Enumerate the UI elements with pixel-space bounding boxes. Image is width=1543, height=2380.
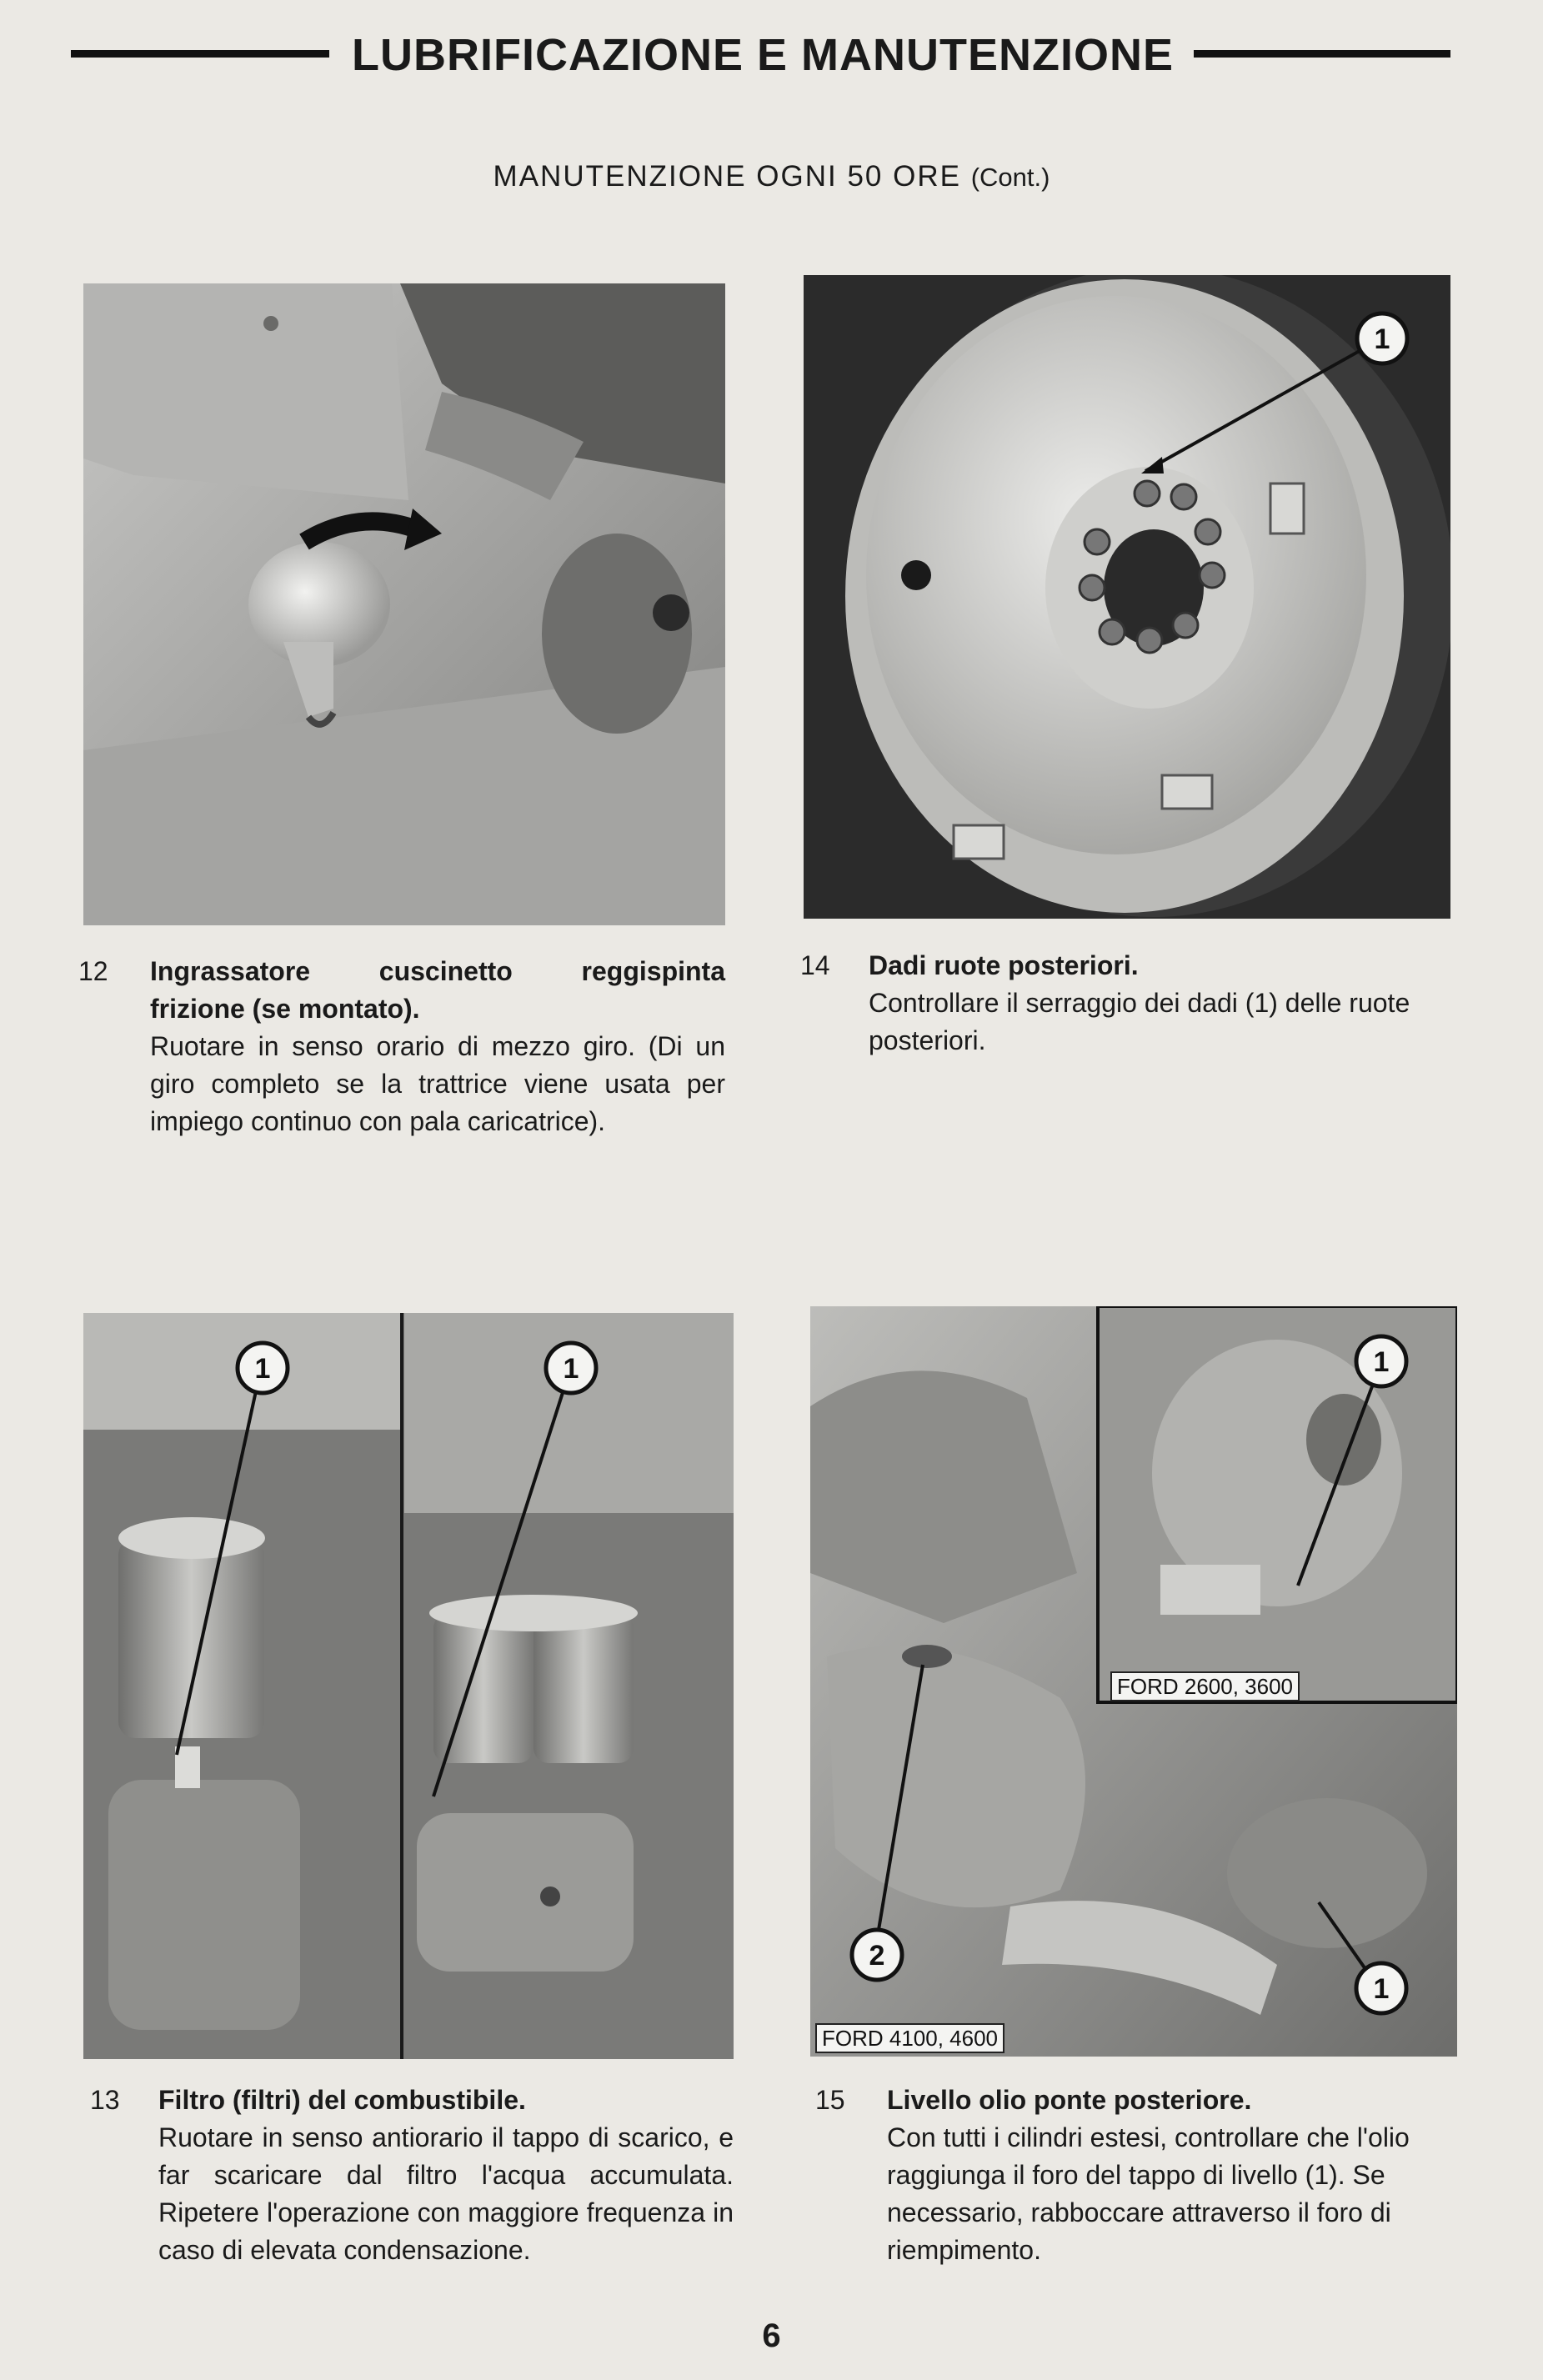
caption-14-body — [869, 947, 1459, 1060]
caption-12-body — [150, 953, 725, 1140]
photo-12-illustration — [83, 283, 725, 925]
subtitle-text: MANUTENZIONE OGNI 50 ORE — [493, 160, 961, 193]
caption-13-text: Ruotare in senso antiorario il tappo di scarico, e far scaricare dal filtro l'acqua accumulata. Ripetere l'operazione con maggiore frequenza in caso di elevata condensazione. — [158, 2122, 734, 2265]
photo-13-illustration — [83, 1313, 734, 2059]
caption-12-number: 12 — [78, 956, 108, 986]
header-rule-right — [1194, 50, 1450, 58]
section-subtitle — [0, 158, 1543, 196]
fig13-callout-1-left: 1 — [254, 1353, 271, 1385]
page-number: 6 — [762, 2317, 781, 2354]
fig15-label-ford-2600-3600: FORD 2600, 3600 — [1110, 1671, 1300, 1701]
photo-rear-wheel-nuts — [804, 275, 1450, 919]
caption-12-heading-line1: Ingrassatore cuscinetto reggispinta — [150, 956, 725, 986]
caption-13-heading: Filtro (filtri) del combustibile. — [158, 2085, 526, 2115]
fig15-label-ford-4100-4600: FORD 4100, 4600 — [815, 2023, 1004, 2053]
caption-15-body — [887, 2082, 1465, 2269]
caption-15-number: 15 — [815, 2085, 845, 2115]
fig14-callout-1: 1 — [1374, 323, 1390, 355]
caption-14-number: 14 — [800, 950, 830, 980]
photo-rear-axle-oil-level — [810, 1306, 1457, 2057]
fig13-callout-1-right: 1 — [563, 1353, 579, 1385]
caption-13-body — [158, 2082, 734, 2269]
header-rule-left — [71, 50, 329, 58]
caption-13-number: 13 — [90, 2085, 120, 2115]
photo-fuel-filters — [83, 1313, 734, 2059]
section-title: LUBRIFICAZIONE E MANUTENZIONE — [352, 30, 1174, 80]
caption-15-text: Con tutti i cilindri estesi, controllare che l'olio raggiunga il foro del tappo di livello (1). Se necessario, rabboccare attraverso il foro di riempimento. — [887, 2122, 1410, 2265]
caption-14-text: Controllare il serraggio dei dadi (1) delle ruote posteriori. — [869, 988, 1410, 1055]
fig15-callout-1-inset: 1 — [1373, 1346, 1390, 1378]
caption-12-heading-line2: frizione (se montato). — [150, 994, 420, 1024]
photo-clutch-grease-fitting — [83, 283, 725, 925]
caption-15-heading: Livello olio ponte posteriore. — [887, 2085, 1252, 2115]
subtitle-cont: (Cont.) — [970, 163, 1050, 192]
photo-14-illustration — [804, 275, 1450, 919]
caption-12-text: Ruotare in senso orario di mezzo giro. (Di un giro completo se la trattrice viene usata per impiego continuo con pala caricatrice). — [150, 1031, 725, 1136]
fig15-callout-1-main: 1 — [1373, 1973, 1390, 2005]
fig15-callout-2: 2 — [869, 1940, 885, 1972]
caption-14-heading: Dadi ruote posteriori. — [869, 950, 1139, 980]
